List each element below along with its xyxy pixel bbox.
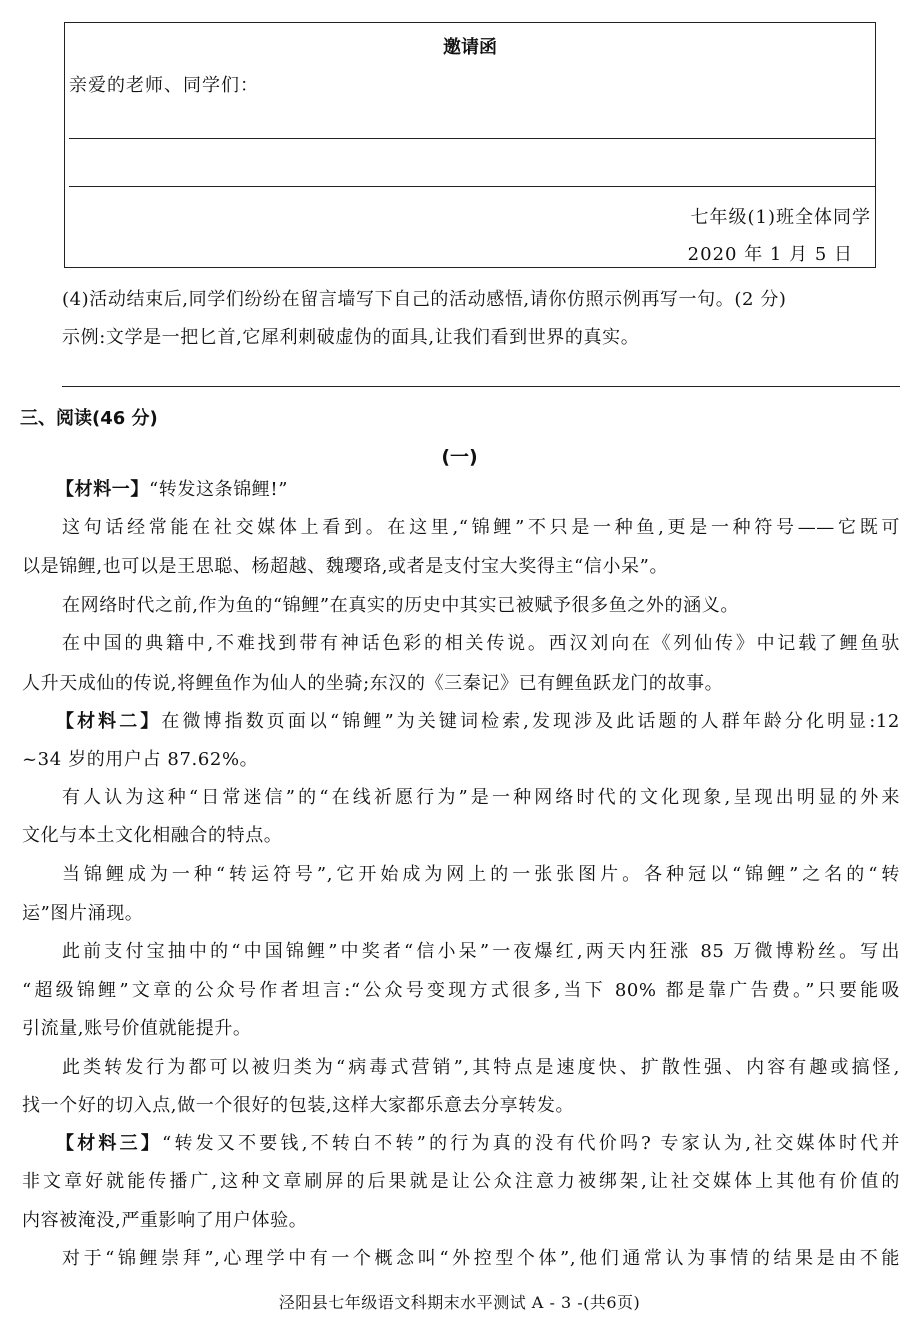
material-2-first-line bbox=[56, 712, 900, 732]
paragraph-line: 这句话经常能在社交媒体上看到。在这里,“锦鲤”不只是一种鱼,更是一种符号——它既可 bbox=[62, 517, 900, 538]
paragraph-line: 以是锦鲤,也可以是王思聪、杨超越、魏璎珞,或者是支付宝大奖得主“信小呆”。 bbox=[22, 556, 669, 577]
invitation-box bbox=[64, 22, 876, 268]
paragraph-line: 人升天成仙的传说,将鲤鱼作为仙人的坐骑;东汉的《三秦记》已有鲤鱼跃龙门的故事。 bbox=[22, 673, 724, 694]
paragraph-line: 当锦鲤成为一种“转运符号”,它开始成为网上的一张张图片。各种冠以“锦鲤”之名的“转 bbox=[62, 864, 900, 885]
paragraph-line: 在中国的典籍中,不难找到带有神话色彩的相关传说。西汉刘向在《列仙传》中记载了鲤鱼驮 bbox=[62, 633, 900, 654]
paragraph-line: “超级锦鲤”文章的公众号作者坦言:“公众号变现方式很多,当下 80% 都是靠广告费。”只要能吸 bbox=[22, 980, 900, 1001]
material-1-heading bbox=[56, 480, 288, 500]
answer-line-2 bbox=[69, 186, 875, 187]
paragraph-line: 内容被淹没,严重影响了用户体验。 bbox=[22, 1210, 308, 1231]
part-heading: (一) bbox=[441, 446, 478, 468]
material-2-text: 在微博指数页面以“锦鲤”为关键词检索,发现涉及此话题的人群年龄分化明显:12 bbox=[161, 711, 900, 732]
paragraph-line: 有人认为这种“日常迷信”的“在线祈愿行为”是一种网络时代的文化现象,呈现出明显的外来 bbox=[62, 787, 900, 808]
question-4-example: 示例:文学是一把匕首,它犀利刺破虚伪的面具,让我们看到世界的真实。 bbox=[62, 327, 640, 348]
paragraph-line: 此前支付宝抽中的“中国锦鲤”中奖者“信小呆”一夜爆红,两天内狂涨 85 万微博粉丝。写出 bbox=[62, 941, 900, 962]
paragraph-line: 对于“锦鲤崇拜”,心理学中有一个概念叫“外控型个体”,他们通常认为事情的结果是由不能 bbox=[62, 1248, 900, 1269]
invitation-date: 2020 年 1 月 5 日 bbox=[687, 244, 853, 265]
section-divider bbox=[62, 386, 900, 387]
material-1-title: “转发这条锦鲤!” bbox=[149, 479, 289, 500]
material-1-label: 【材料一】 bbox=[56, 479, 149, 500]
paragraph-line: 运”图片涌现。 bbox=[22, 903, 144, 924]
invitation-salutation: 亲爱的老师、同学们： bbox=[69, 75, 259, 96]
material-2-label: 【材料二】 bbox=[56, 711, 162, 732]
answer-line-1 bbox=[69, 138, 875, 139]
invitation-title: 邀请函 bbox=[443, 37, 497, 58]
paragraph-line: ~34 岁的用户占 87.62%。 bbox=[22, 749, 259, 770]
invitation-signer: 七年级(1)班全体同学 bbox=[690, 207, 871, 228]
page-footer: 泾阳县七年级语文科期末水平测试 A - 3 -(共6页) bbox=[278, 1293, 641, 1312]
paragraph-line: 非文章好就能传播广,这种文章刷屏的后果就是让公众注意力被绑架,让社交媒体上其他有价值的 bbox=[22, 1171, 900, 1192]
paragraph-line: 此类转发行为都可以被归类为“病毒式营销”,其特点是速度快、扩散性强、内容有趣或搞怪, bbox=[62, 1057, 900, 1078]
material-3-first-line bbox=[56, 1134, 900, 1154]
paragraph-line: 文化与本土文化相融合的特点。 bbox=[22, 825, 283, 846]
material-3-label: 【材料三】 bbox=[56, 1133, 163, 1154]
paragraph-line: 找一个好的切入点,做一个很好的包装,这样大家都乐意去分享转发。 bbox=[22, 1095, 575, 1116]
section-heading: 三、阅读(46 分) bbox=[20, 408, 158, 429]
paragraph-line: 在网络时代之前,作为鱼的“锦鲤”在真实的历史中其实已被赋予很多鱼之外的涵义。 bbox=[62, 595, 739, 616]
material-3-text: “转发又不要钱,不转白不转”的行为真的没有代价吗? 专家认为,社交媒体时代并 bbox=[162, 1133, 900, 1154]
question-4-prompt: (4)活动结束后,同学们纷纷在留言墙写下自己的活动感悟,请你仿照示例再写一句。(2 分) bbox=[62, 289, 787, 310]
paragraph-line: 引流量,账号价值就能提升。 bbox=[22, 1018, 252, 1039]
